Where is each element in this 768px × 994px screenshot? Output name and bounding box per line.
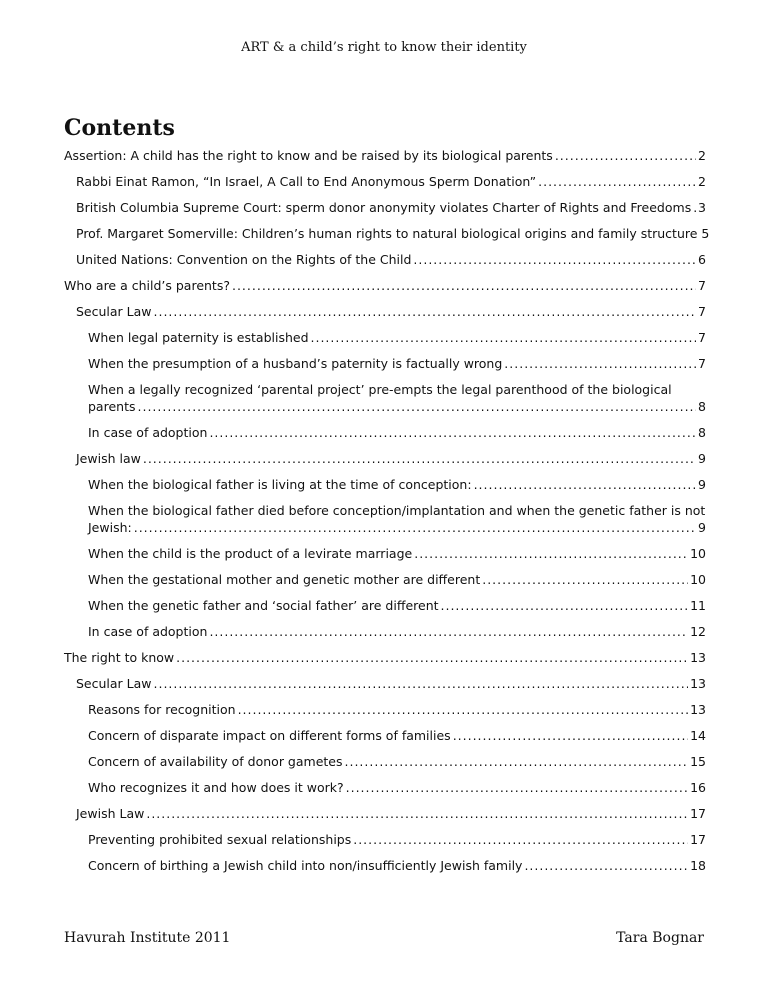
toc-leader-dots: [413, 252, 696, 267]
toc-entry-title: Concern of disparate impact on different forms of families: [88, 728, 451, 743]
toc-entry[interactable]: [64, 806, 706, 821]
toc-page-number: 18: [690, 858, 706, 873]
toc-leader-dots: [134, 520, 696, 535]
toc-page-number: 15: [690, 754, 706, 769]
toc-entry-title: Secular Law: [76, 304, 152, 319]
toc-entry[interactable]: [64, 278, 706, 293]
toc-leader-dots: [311, 330, 697, 345]
toc-leader-dots: [482, 572, 688, 587]
toc-entry[interactable]: [64, 728, 706, 743]
toc-entry-title: parents: [88, 399, 136, 414]
toc-entry[interactable]: [64, 330, 706, 345]
toc-entry[interactable]: [64, 650, 706, 665]
toc-page-number: 13: [690, 702, 706, 717]
toc-leader-dots: [232, 278, 696, 293]
toc-entry-title: When a legally recognized ‘parental project’ pre-empts the legal parenthood of the biological: [88, 382, 672, 397]
toc-leader-dots: [441, 598, 689, 613]
toc-page-number: 2: [698, 148, 706, 163]
toc-page-number: 3: [698, 200, 706, 215]
toc-page-number: 2: [698, 174, 706, 189]
toc-page-number: 11: [690, 598, 706, 613]
toc-entry-title: Rabbi Einat Ramon, “In Israel, A Call to End Anonymous Sperm Donation”: [76, 174, 537, 189]
toc-leader-dots: [154, 676, 689, 691]
toc-entry[interactable]: [64, 598, 706, 613]
toc-page-number: 7: [698, 304, 706, 319]
toc-leader-dots: [209, 624, 688, 639]
toc-entry[interactable]: [64, 676, 706, 691]
toc-leader-dots: [693, 200, 696, 215]
toc-entry[interactable]: [64, 425, 706, 440]
toc-entry-title: Jewish law: [76, 451, 141, 466]
toc-leader-dots: [414, 546, 688, 561]
toc-page-number: 16: [690, 780, 706, 795]
toc-page-number: 7: [698, 278, 706, 293]
toc-entry[interactable]: [64, 451, 706, 466]
toc-entry[interactable]: [64, 754, 706, 769]
toc-leader-dots: [345, 754, 689, 769]
toc-entry-title: Concern of birthing a Jewish child into non/insufficiently Jewish family: [88, 858, 523, 873]
toc-entry-title: The right to know: [64, 650, 175, 665]
toc-leader-dots: [238, 702, 689, 717]
page-header: ART & a child’s right to know their identity: [241, 40, 527, 55]
toc-entry-title: Jewish Law: [76, 806, 145, 821]
toc-entry-title: When the genetic father and ‘social father’ are different: [88, 598, 439, 613]
toc-entry[interactable]: [64, 858, 706, 873]
toc-entry-title: British Columbia Supreme Court: sperm donor anonymity violates Charter of Rights and Freedoms: [76, 200, 692, 215]
toc-leader-dots: [154, 304, 697, 319]
toc-entry-title: United Nations: Convention on the Rights of the Child: [76, 252, 412, 267]
toc-page-number: 10: [690, 572, 706, 587]
toc-leader-dots: [176, 650, 688, 665]
toc-leader-dots: [474, 477, 696, 492]
toc-entry[interactable]: [64, 304, 706, 319]
toc-entry[interactable]: [64, 503, 706, 535]
toc-page-number: 6: [698, 252, 706, 267]
toc-entry[interactable]: [64, 356, 706, 371]
toc-leader-dots: [353, 832, 688, 847]
toc-leader-dots: [453, 728, 688, 743]
toc-page-number: 9: [698, 477, 706, 492]
toc-entry[interactable]: [64, 624, 706, 639]
toc-entry-title: Preventing prohibited sexual relationships: [88, 832, 352, 847]
toc-entry-title: When the biological father is living at the time of conception:: [88, 477, 472, 492]
toc-page-number: 17: [690, 806, 706, 821]
toc-entry-title: When the child is the product of a levirate marriage: [88, 546, 413, 561]
toc-entry-title: Secular Law: [76, 676, 152, 691]
toc-page-number: 12: [690, 624, 706, 639]
toc-page-number: 9: [698, 520, 706, 535]
toc-leader-dots: [538, 174, 696, 189]
footer-author: Tara Bognar: [616, 930, 704, 946]
toc-entry-title: Who recognizes it and how does it work?: [88, 780, 344, 795]
toc-entry[interactable]: [64, 572, 706, 587]
toc-leader-dots: [346, 780, 688, 795]
contents-heading: Contents: [64, 115, 175, 141]
toc-leader-dots: [504, 356, 696, 371]
toc-leader-dots: [209, 425, 696, 440]
table-of-contents: [64, 148, 710, 884]
toc-entry-title: When the biological father died before conception/implantation and when the genetic father is not: [88, 503, 706, 518]
toc-entry-title: Jewish:: [88, 520, 132, 535]
toc-entry[interactable]: [64, 832, 706, 847]
toc-leader-dots: [555, 148, 696, 163]
toc-entry-title: Assertion: A child has the right to know and be raised by its biological parents: [64, 148, 553, 163]
toc-entry[interactable]: [64, 702, 706, 717]
toc-leader-dots: [146, 806, 688, 821]
toc-page-number: 10: [690, 546, 706, 561]
toc-entry[interactable]: [64, 252, 706, 267]
toc-page-number: 8: [698, 425, 706, 440]
toc-page-number: 7: [698, 356, 706, 371]
toc-page-number: 9: [698, 451, 706, 466]
toc-entry-title: When the presumption of a husband’s paternity is factually wrong: [88, 356, 503, 371]
toc-entry[interactable]: [64, 546, 706, 561]
toc-entry-title: Prof. Margaret Somerville: Children’s human rights to natural biological origins and family structure: [76, 226, 698, 241]
toc-leader-dots: [143, 451, 696, 466]
toc-entry-title: When the gestational mother and genetic mother are different: [88, 572, 481, 587]
toc-entry-title: Concern of availability of donor gametes: [88, 754, 343, 769]
toc-entry[interactable]: [64, 174, 706, 189]
toc-entry[interactable]: [64, 148, 706, 163]
toc-entry-title: Reasons for recognition: [88, 702, 236, 717]
toc-entry[interactable]: [64, 200, 706, 215]
toc-page-number: 7: [698, 330, 706, 345]
toc-leader-dots: [138, 399, 697, 414]
toc-leader-dots: [524, 858, 688, 873]
toc-page-number: 8: [698, 399, 706, 414]
toc-page-number: 13: [690, 650, 706, 665]
toc-entry-title: In case of adoption: [88, 425, 208, 440]
toc-entry-title: Who are a child’s parents?: [64, 278, 230, 293]
toc-page-number: 17: [690, 832, 706, 847]
toc-page-number: 5: [701, 226, 710, 241]
toc-entry[interactable]: [64, 226, 710, 241]
toc-entry[interactable]: [64, 780, 706, 795]
toc-entry-title: When legal paternity is established: [88, 330, 309, 345]
toc-page-number: 14: [690, 728, 706, 743]
toc-entry[interactable]: [64, 477, 706, 492]
toc-entry[interactable]: [64, 382, 706, 414]
toc-entry-title: In case of adoption: [88, 624, 208, 639]
footer-institute: Havurah Institute 2011: [64, 930, 231, 946]
toc-page-number: 13: [690, 676, 706, 691]
